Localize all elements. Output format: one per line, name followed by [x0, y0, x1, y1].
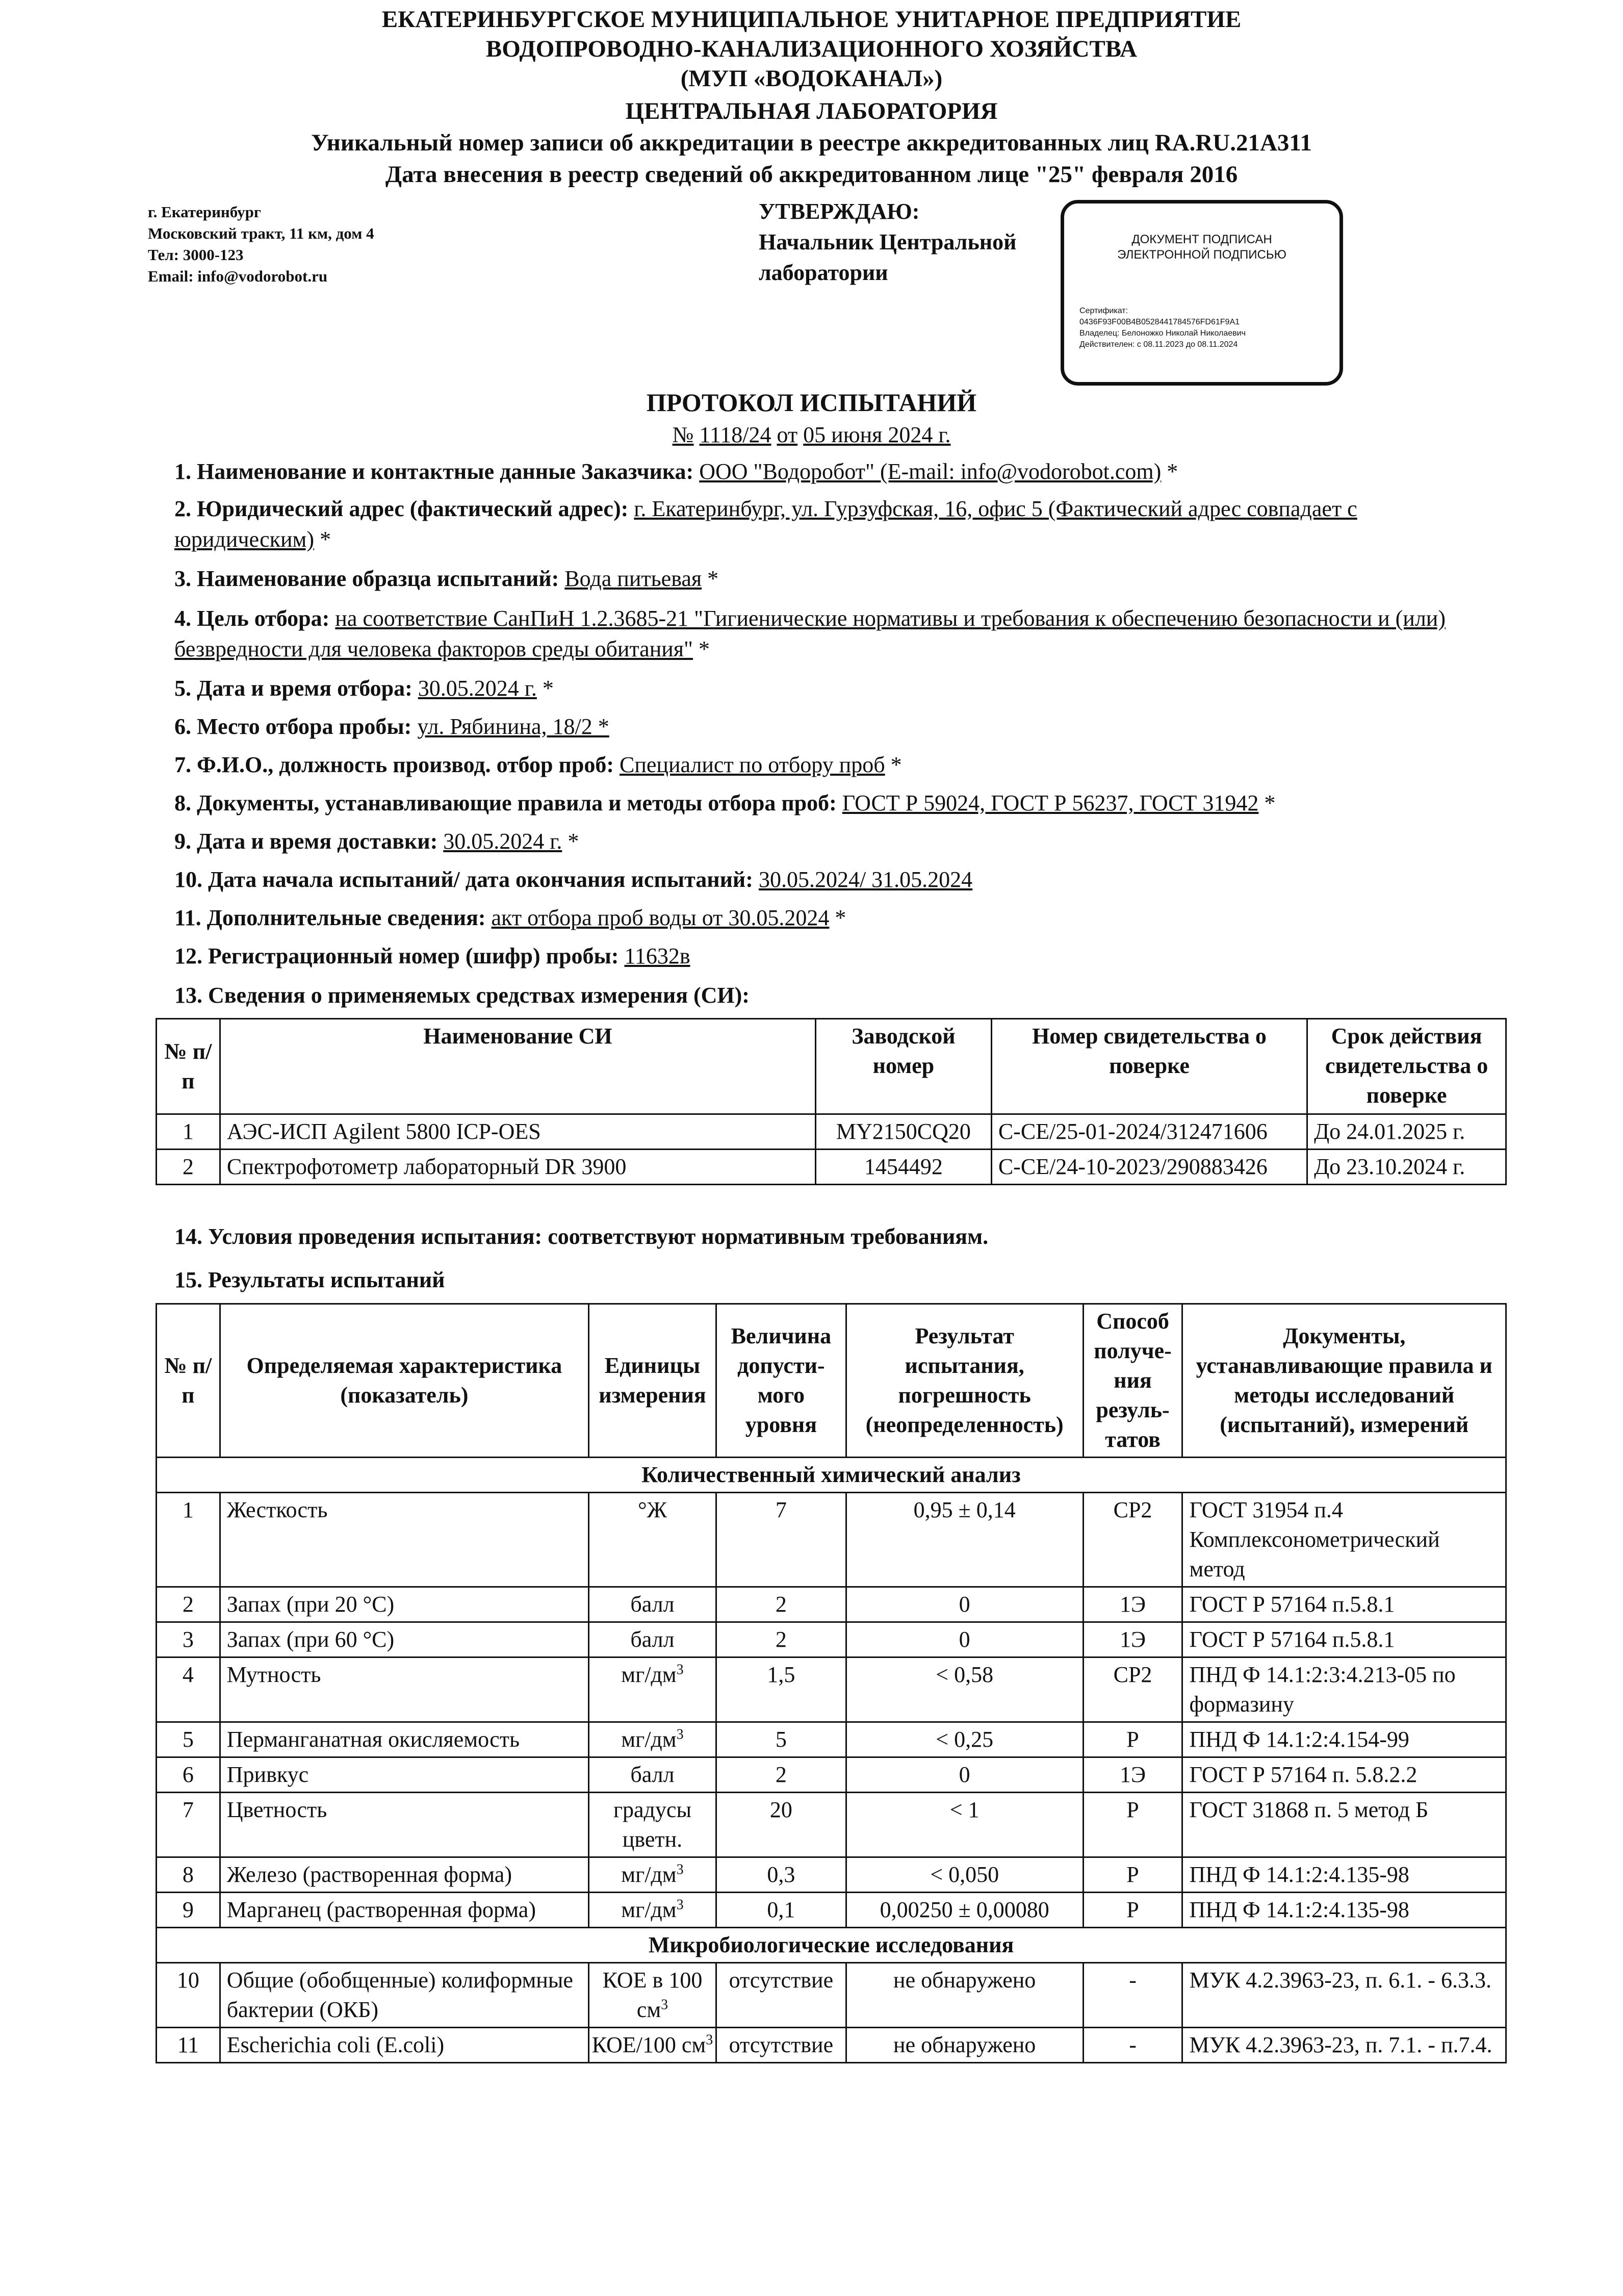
item-label: 3. Наименование образца испытаний: — [174, 566, 559, 591]
results-header-characteristic: Определяемая характеристика (показатель) — [220, 1304, 588, 1458]
cell-characteristic: Запах (при 60 °С) — [220, 1622, 588, 1657]
cell-num: 9 — [157, 1893, 220, 1928]
item-value: ООО "Водоробот" (E-mail: info@vodorobot.com) — [699, 459, 1162, 484]
unit-sup: 3 — [676, 1726, 684, 1743]
protocol-number: 1118/24 — [699, 422, 771, 447]
si-header-row — [157, 1019, 1506, 1114]
cell-limit: отсутствие — [716, 1963, 846, 2028]
cell-characteristic: Привкус — [220, 1757, 588, 1793]
contact-email: Email: info@vodorobot.ru — [148, 267, 328, 285]
si-cell-num: 2 — [157, 1150, 220, 1185]
si-cell-cert: С-СЕ/24-10-2023/290883426 — [991, 1150, 1307, 1185]
unit-sup: 3 — [676, 1662, 684, 1678]
unit-text: мг/дм — [621, 1727, 677, 1752]
cell-limit: 1,5 — [716, 1657, 846, 1722]
cell-method: - — [1083, 2028, 1182, 2063]
cell-limit: отсутствие — [716, 2028, 846, 2063]
item-suffix: * — [314, 527, 331, 552]
cell-unit — [589, 2028, 716, 2063]
item-label: 10. Дата начала испытаний/ дата окончания испытаний: — [174, 867, 753, 892]
item-label: 2. Юридический адрес (фактический адрес): — [174, 496, 629, 521]
results-heading — [174, 1265, 1464, 1295]
item-label: 7. Ф.И.О., должность производ. отбор проб: — [174, 752, 614, 777]
unit-text: мг/дм — [621, 1662, 677, 1687]
cell-method: Р — [1083, 1893, 1182, 1928]
table-row — [157, 1150, 1506, 1185]
cell-num: 4 — [157, 1657, 220, 1722]
table-row — [157, 1857, 1506, 1893]
results-header-num: № п/п — [157, 1304, 220, 1458]
cell-characteristic: Марганец (растворенная форма) — [220, 1893, 588, 1928]
table-row — [157, 1893, 1506, 1928]
unit-text: мг/дм — [621, 1862, 677, 1887]
table-row — [157, 1587, 1506, 1622]
si-cell-num: 1 — [157, 1114, 220, 1150]
cell-unit — [589, 1587, 716, 1622]
item-value: 30.05.2024 г. — [418, 676, 537, 701]
si-cell-validity: До 23.10.2024 г. — [1307, 1150, 1506, 1185]
test-conditions — [174, 1221, 1464, 1252]
si-header-name: Наименование СИ — [220, 1019, 815, 1114]
cell-unit — [589, 1963, 716, 2028]
cell-document: ПНД Ф 14.1:2:3:4.213-05 по формазину — [1182, 1657, 1506, 1722]
cell-method: Р — [1083, 1793, 1182, 1857]
cell-result: 0,00250 ± 0,00080 — [846, 1893, 1083, 1928]
cell-characteristic: Жесткость — [220, 1493, 588, 1587]
stamp-cert-label: Сертификат: — [1079, 307, 1128, 315]
cell-document: ГОСТ Р 57164 п.5.8.1 — [1182, 1587, 1506, 1622]
si-cell-name: Спектрофотометр лабораторный DR 3900 — [220, 1150, 815, 1185]
cell-result: 0,95 ± 0,14 — [846, 1493, 1083, 1587]
cell-num: 10 — [157, 1963, 220, 2028]
cell-num: 3 — [157, 1622, 220, 1657]
cell-unit — [589, 1757, 716, 1793]
si-cell-name: АЭС-ИСП Agilent 5800 ICP-OES — [220, 1114, 815, 1150]
approval-block — [759, 196, 1016, 288]
protocol-date-prefix: от — [777, 422, 798, 447]
cell-result: 0 — [846, 1587, 1083, 1622]
unit-text: балл — [630, 1592, 675, 1617]
cell-method: СР2 — [1083, 1657, 1182, 1722]
item-label: 6. Место отбора пробы: — [174, 714, 412, 739]
item-value: 30.05.2024 г. — [443, 829, 562, 854]
unit-text: °Ж — [637, 1497, 667, 1522]
item-suffix: * — [829, 905, 846, 930]
cell-unit — [589, 1857, 716, 1893]
item-label: 5. Дата и время отбора: — [174, 676, 413, 701]
si-header-serial: Заводской номер — [815, 1019, 991, 1114]
item-suffix: * — [1258, 790, 1276, 815]
cell-result: 0 — [846, 1622, 1083, 1657]
contact-phone: Тел: 3000-123 — [148, 246, 244, 264]
protocol-date: 05 июня 2024 г. — [803, 422, 951, 447]
unit-sup: 3 — [661, 1997, 668, 2013]
si-cell-serial: 1454492 — [815, 1150, 991, 1185]
cell-num: 1 — [157, 1493, 220, 1587]
cell-num: 11 — [157, 2028, 220, 2063]
table-row — [157, 1114, 1506, 1150]
cell-characteristic: Запах (при 20 °С) — [220, 1587, 588, 1622]
cell-unit — [589, 1657, 716, 1722]
cell-limit: 20 — [716, 1793, 846, 1857]
si-header-num: № п/п — [157, 1019, 220, 1114]
cell-method: СР2 — [1083, 1493, 1182, 1587]
unit-sup: 3 — [706, 2032, 713, 2048]
item-1 — [174, 456, 1464, 487]
accreditation-number: Уникальный номер записи об аккредитации в реестре аккредитованных лиц RA.RU.21А311 — [311, 130, 1312, 156]
unit-text: балл — [630, 1627, 675, 1652]
stamp-title-line2: ЭЛЕКТРОННОЙ ПОДПИСЬЮ — [1117, 248, 1286, 262]
unit-text: КОЕ/100 см — [591, 2032, 706, 2057]
unit-text: градусы цветн. — [613, 1797, 692, 1852]
cell-document: ГОСТ Р 57164 п.5.8.1 — [1182, 1622, 1506, 1657]
si-header-cert: Номер свидетельства о поверке — [991, 1019, 1307, 1114]
item-3 — [174, 564, 1464, 594]
table-row — [157, 1493, 1506, 1587]
stamp-title-line1: ДОКУМЕНТ ПОДПИСАН — [1131, 233, 1272, 246]
cell-limit: 0,1 — [716, 1893, 846, 1928]
item-11 — [174, 903, 1464, 933]
si-heading — [174, 980, 1464, 1011]
contact-city: г. Екатеринбург — [148, 203, 261, 221]
cell-document: ПНД Ф 14.1:2:4.154-99 — [1182, 1722, 1506, 1757]
cell-document: МУК 4.2.3963-23, п. 6.1. - 6.3.3. — [1182, 1963, 1506, 2028]
si-cell-serial: MY2150CQ20 — [815, 1114, 991, 1150]
accreditation-date: Дата внесения в реестр сведений об аккредитованном лице "25" февраля 2016 — [385, 161, 1238, 188]
table-row — [157, 1793, 1506, 1857]
item-4 — [174, 603, 1464, 665]
lab-contacts — [148, 201, 374, 287]
cell-result: < 0,050 — [846, 1857, 1083, 1893]
cell-num: 6 — [157, 1757, 220, 1793]
results-header-units: Единицы измерения — [589, 1304, 716, 1458]
cell-method: 1Э — [1083, 1757, 1182, 1793]
item-value: 11632в — [624, 943, 690, 968]
table-row — [157, 1622, 1506, 1657]
section-row-chemical — [157, 1458, 1506, 1493]
cell-unit — [589, 1893, 716, 1928]
item-value: на соответствие СанПиН 1.2.3685-21 "Гигиенические нормативы и требования к обеспечению безопасности и (или) безвредности для человека факторов среды обитания" — [174, 606, 1446, 661]
item-7 — [174, 750, 1464, 780]
cell-unit — [589, 1622, 716, 1657]
item-value: г. Екатеринбург, ул. Гурзуфская, 16, офис 5 (Фактический адрес совпадает с юридическим) — [174, 496, 1357, 552]
unit-text: КОЕ в 100 см — [602, 1968, 703, 2022]
item-value: ул. Рябинина, 18/2 * — [417, 714, 609, 739]
approval-title: УТВЕРЖДАЮ: — [759, 199, 920, 224]
item-value: Вода питьевая — [564, 566, 702, 591]
item-2 — [174, 494, 1464, 555]
cell-method: 1Э — [1083, 1622, 1182, 1657]
cell-method: - — [1083, 1963, 1182, 2028]
protocol-num-prefix: № — [672, 422, 694, 447]
cell-unit — [589, 1793, 716, 1857]
item-8 — [174, 788, 1464, 819]
item-5 — [174, 673, 1464, 704]
cell-characteristic: Общие (обобщенные) колиформные бактерии (ОКБ) — [220, 1963, 588, 2028]
cell-num: 2 — [157, 1587, 220, 1622]
cell-result: < 0,25 — [846, 1722, 1083, 1757]
org-name-line1: ЕКАТЕРИНБУРГСКОЕ МУНИЦИПАЛЬНОЕ УНИТАРНОЕ ПРЕДПРИЯТИЕ — [381, 6, 1242, 33]
cell-limit: 2 — [716, 1587, 846, 1622]
cell-num: 7 — [157, 1793, 220, 1857]
stamp-cert: 0436F93F00B4B0528441784576FD61F9A1 — [1079, 318, 1240, 326]
table-row — [157, 1757, 1506, 1793]
cell-document: МУК 4.2.3963-23, п. 7.1. - п.7.4. — [1182, 2028, 1506, 2063]
cell-characteristic: Escherichia coli (E.coli) — [220, 2028, 588, 2063]
cell-unit — [589, 1493, 716, 1587]
si-header-validity: Срок действия свидетельства о поверке — [1307, 1019, 1506, 1114]
unit-sup: 3 — [676, 1897, 684, 1913]
results-header-result: Результат испытания, погрешность (неопределенность) — [846, 1304, 1083, 1458]
cell-limit: 5 — [716, 1722, 846, 1757]
stamp-title — [1064, 232, 1339, 263]
unit-text: балл — [630, 1762, 675, 1787]
item-6 — [174, 711, 1464, 742]
item-value: акт отбора проб воды от 30.05.2024 — [491, 905, 830, 930]
item-12 — [174, 941, 1464, 972]
cell-characteristic: Мутность — [220, 1657, 588, 1722]
item-label: 12. Регистрационный номер (шифр) пробы: — [174, 943, 619, 968]
table-row — [157, 1657, 1506, 1722]
item-9 — [174, 826, 1464, 857]
item-suffix: * — [702, 566, 719, 591]
stamp-details — [1079, 305, 1246, 350]
e-signature-stamp — [1061, 200, 1343, 386]
contact-address: Московский тракт, 11 км, дом 4 — [148, 224, 374, 242]
cell-num: 5 — [157, 1722, 220, 1757]
protocol-title: ПРОТОКОЛ ИСПЫТАНИЙ — [646, 388, 977, 417]
org-name-line3: (МУП «ВОДОКАНАЛ») — [680, 65, 943, 92]
cell-result: < 1 — [846, 1793, 1083, 1857]
cell-method: 1Э — [1083, 1587, 1182, 1622]
unit-text: мг/дм — [621, 1897, 677, 1922]
org-name-line2: ВОДОПРОВОДНО-КАНАЛИЗАЦИОННОГО ХОЗЯЙСТВА — [485, 36, 1138, 62]
lab-name: ЦЕНТРАЛЬНАЯ ЛАБОРАТОРИЯ — [625, 98, 998, 124]
cell-limit: 2 — [716, 1757, 846, 1793]
cell-method: Р — [1083, 1857, 1182, 1893]
table-row — [157, 1963, 1506, 2028]
item-label: 1. Наименование и контактные данные Заказчика: — [174, 459, 694, 484]
cell-document: ПНД Ф 14.1:2:4.135-98 — [1182, 1857, 1506, 1893]
cell-method: Р — [1083, 1722, 1182, 1757]
cell-result: < 0,58 — [846, 1657, 1083, 1722]
cell-result: не обнаружено — [846, 1963, 1083, 2028]
cell-characteristic: Железо (растворенная форма) — [220, 1857, 588, 1893]
cell-result: 0 — [846, 1757, 1083, 1793]
item-label: 11. Дополнительные сведения: — [174, 905, 486, 930]
cell-num: 8 — [157, 1857, 220, 1893]
cell-unit — [589, 1722, 716, 1757]
stamp-validity: Действителен: с 08.11.2023 до 08.11.2024 — [1079, 340, 1238, 349]
cell-result: не обнаружено — [846, 2028, 1083, 2063]
unit-sup: 3 — [676, 1861, 684, 1878]
item-value: ГОСТ Р 59024, ГОСТ Р 56237, ГОСТ 31942 — [842, 790, 1259, 815]
results-table — [156, 1303, 1507, 2063]
cell-limit: 2 — [716, 1622, 846, 1657]
si-cell-cert: С-СЕ/25-01-2024/312471606 — [991, 1114, 1307, 1150]
results-header-row — [157, 1304, 1506, 1458]
results-header-method: Способ получе-ния резуль-татов — [1083, 1304, 1182, 1458]
results-header-limit: Величина допусти-мого уровня — [716, 1304, 846, 1458]
cell-document: ГОСТ 31868 п. 5 метод Б — [1182, 1793, 1506, 1857]
si-cell-validity: До 24.01.2025 г. — [1307, 1114, 1506, 1150]
approval-position: Начальник Центральной — [759, 229, 1017, 254]
results-heading-text: 15. Результаты испытаний — [174, 1267, 445, 1292]
item-suffix: * — [1161, 459, 1178, 484]
table-row — [157, 2028, 1506, 2063]
si-heading-text: 13. Сведения о применяемых средствах измерения (СИ): — [174, 983, 750, 1008]
item-10 — [174, 864, 1464, 895]
section-row-micro — [157, 1928, 1506, 1963]
item-suffix: * — [885, 752, 902, 777]
test-conditions-text: 14. Условия проведения испытания: соответствуют нормативным требованиям. — [174, 1224, 989, 1249]
item-label: 4. Цель отбора: — [174, 606, 330, 631]
item-value: Специалист по отбору проб — [619, 752, 885, 777]
item-suffix: * — [693, 636, 710, 661]
si-table — [156, 1018, 1507, 1185]
section-title-chemical: Количественный химический анализ — [157, 1458, 1506, 1493]
item-value: 30.05.2024/ 31.05.2024 — [758, 867, 973, 892]
results-header-documents: Документы, устанавливающие правила и методы исследований (испытаний), измерений — [1182, 1304, 1506, 1458]
cell-characteristic: Цветность — [220, 1793, 588, 1857]
cell-document: ГОСТ 31954 п.4 Комплексонометрический метод — [1182, 1493, 1506, 1587]
cell-limit: 0,3 — [716, 1857, 846, 1893]
cell-document: ПНД Ф 14.1:2:4.135-98 — [1182, 1893, 1506, 1928]
section-title-micro: Микробиологические исследования — [157, 1928, 1506, 1963]
cell-document: ГОСТ Р 57164 п. 5.8.2.2 — [1182, 1757, 1506, 1793]
item-label: 8. Документы, устанавливающие правила и методы отбора проб: — [174, 790, 837, 815]
cell-limit: 7 — [716, 1493, 846, 1587]
item-label: 9. Дата и время доставки: — [174, 829, 438, 854]
protocol-number-line — [0, 421, 1623, 449]
item-suffix: * — [562, 829, 579, 854]
table-row — [157, 1722, 1506, 1757]
item-suffix: * — [536, 676, 554, 701]
stamp-owner: Владелец: Белоножко Николай Николаевич — [1079, 329, 1246, 338]
cell-characteristic: Перманганатная окисляемость — [220, 1722, 588, 1757]
approval-position-cont: лаборатории — [759, 260, 888, 285]
